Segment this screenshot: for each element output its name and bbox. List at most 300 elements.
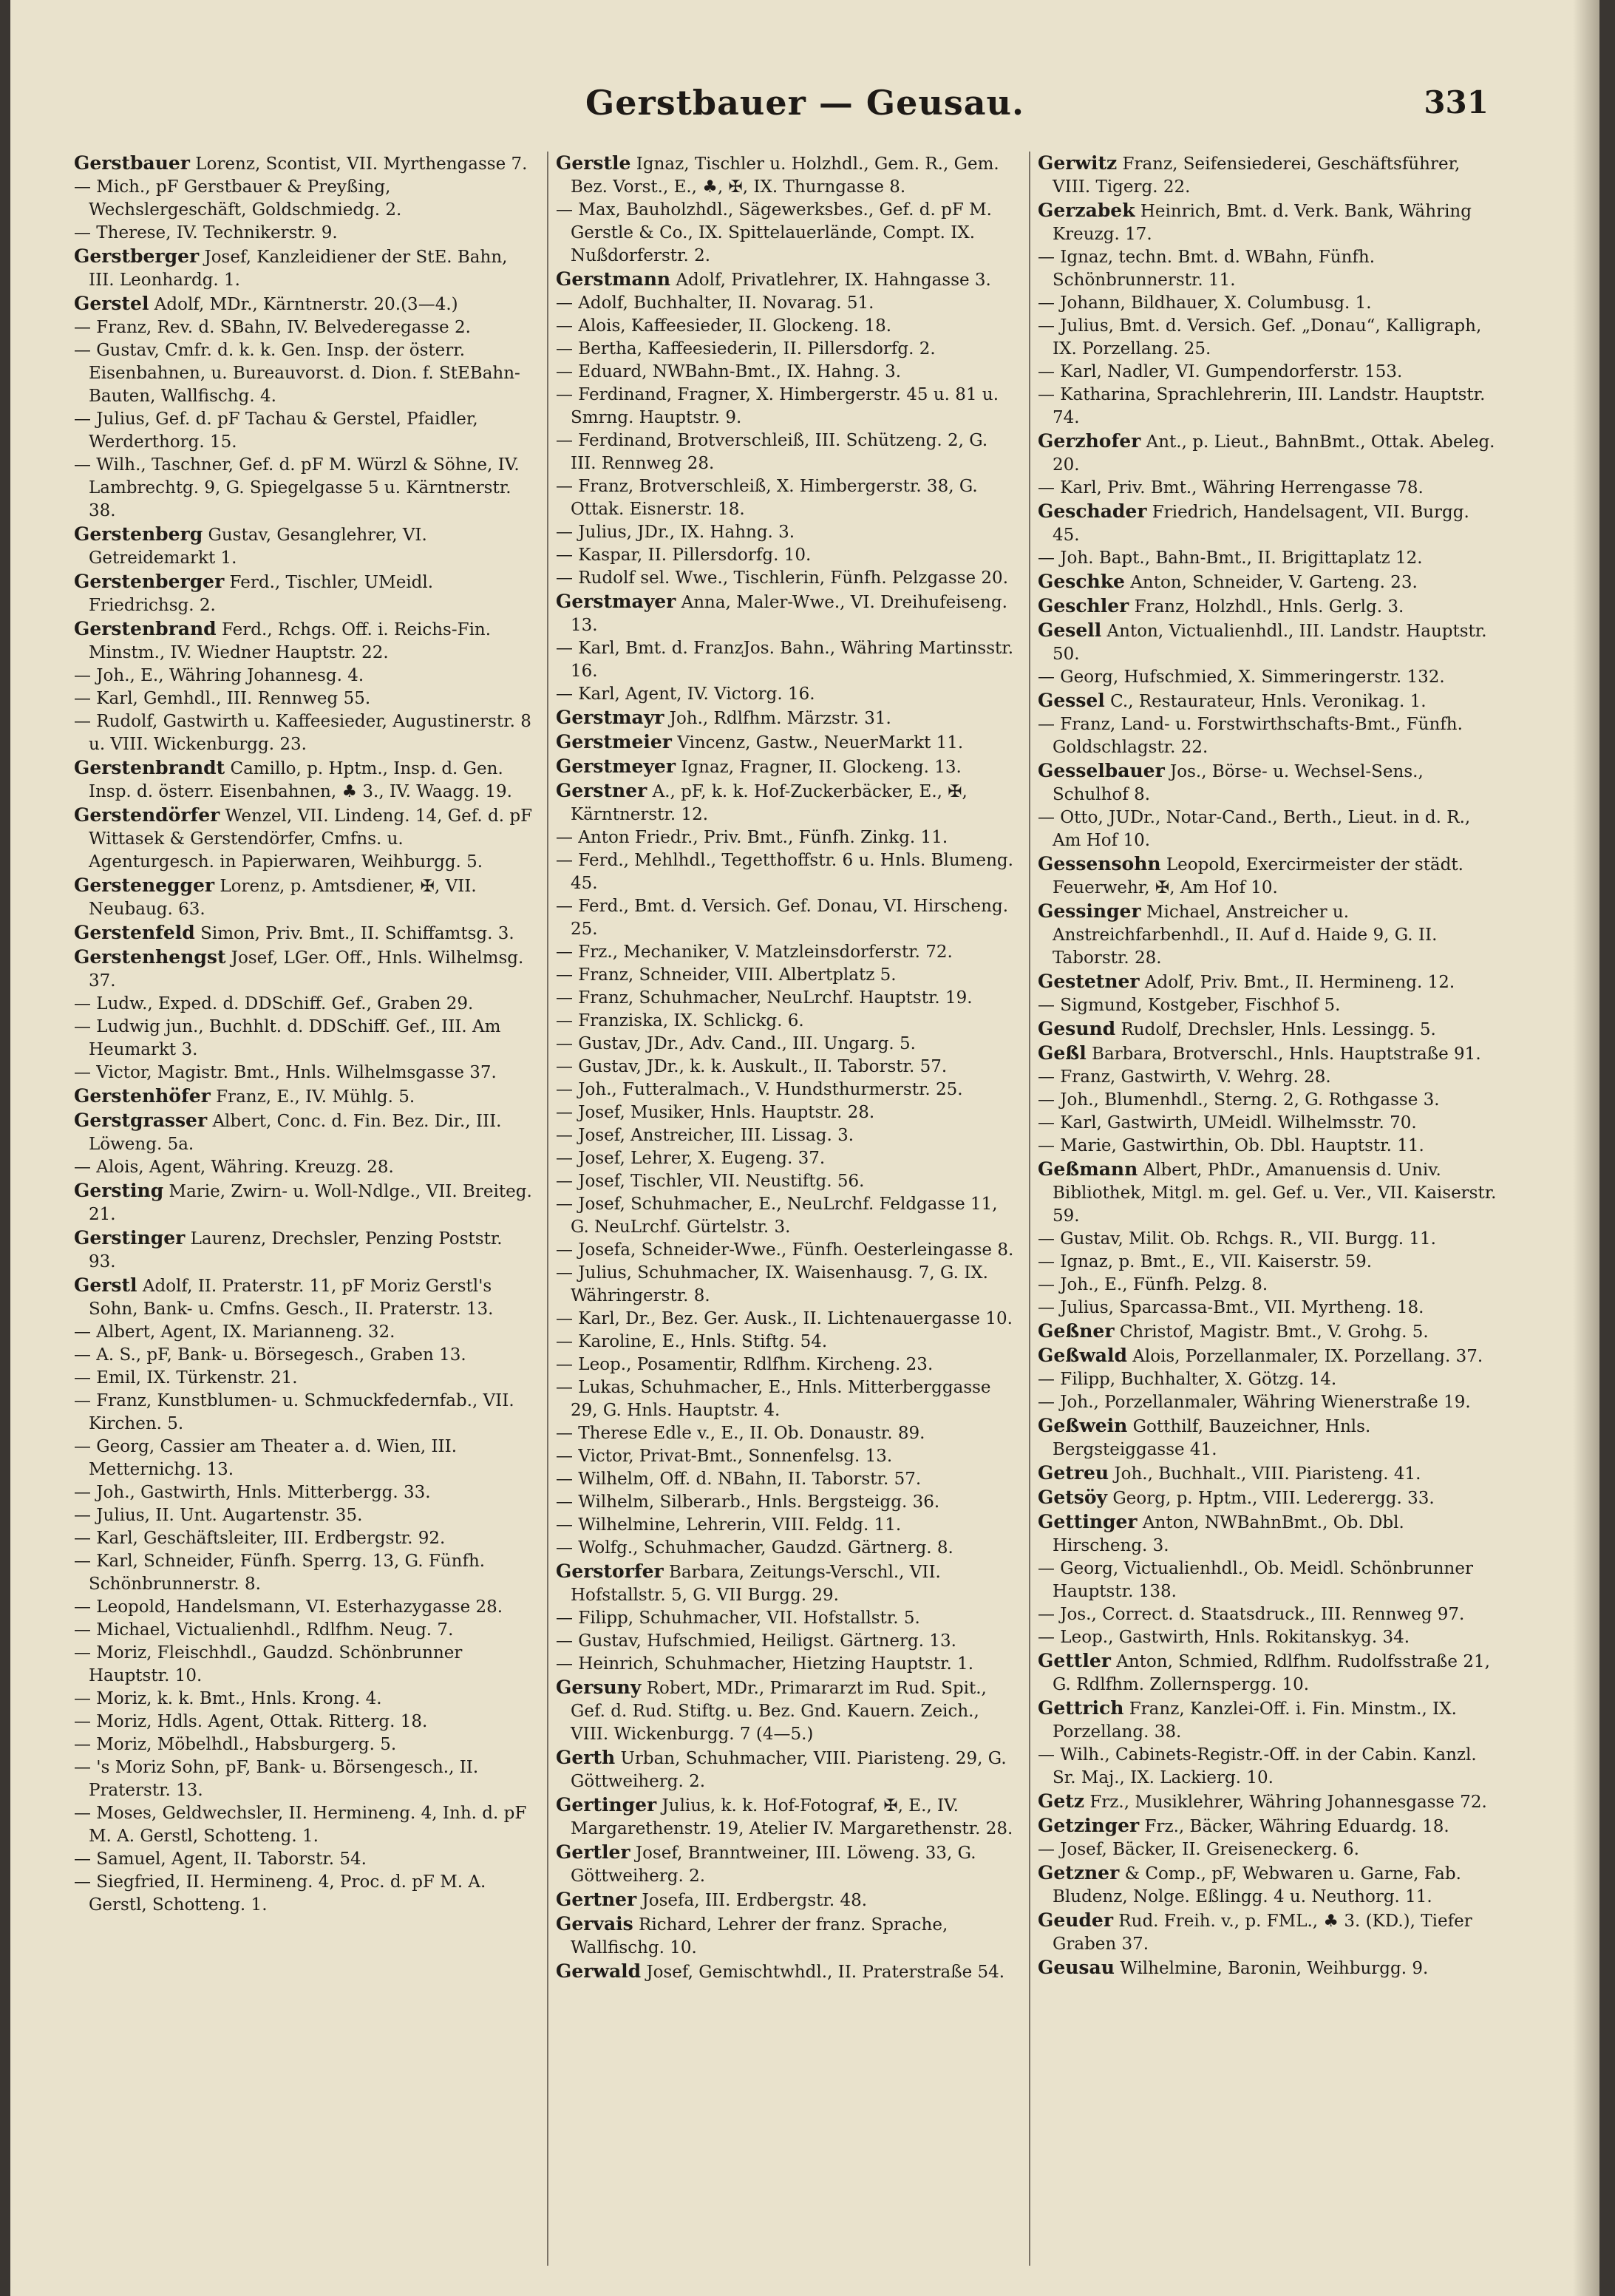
entry-surname: Gerstbauer xyxy=(74,152,190,174)
directory-entry xyxy=(1038,1297,1497,1319)
entry-details: — Gustav, Hufschmied, Heiligst. Gärtnerg. 13. xyxy=(556,1631,956,1651)
directory-entry xyxy=(74,454,534,523)
entry-details: Camillo, p. Hptm., Insp. d. Gen. Insp. d. österr. Eisenbahnen, ♣ 3., IV. Waagg. 19. xyxy=(89,759,512,801)
entry-details: Gustav, Gesanglehrer, VI. Getreidemarkt 1. xyxy=(89,526,427,568)
entry-surname: Gerstmann xyxy=(556,268,671,290)
entry-details: — Frz., Mechaniker, V. Matzleinsdorferstr. 72. xyxy=(556,942,953,962)
entry-details: — Leop., Gastwirth, Hnls. Rokitanskyg. 34. xyxy=(1038,1628,1410,1647)
entry-details: Marie, Zwirn- u. Woll-Ndlge., VII. Breiteg. 21. xyxy=(89,1182,532,1224)
entry-details: Franz, E., IV. Mühlg. 5. xyxy=(210,1087,415,1107)
entry-surname: Gerwald xyxy=(556,1960,642,1982)
entry-details: — Julius, Sparcassa-Bmt., VII. Myrtheng. 18. xyxy=(1038,1298,1424,1317)
entry-details: — Ludw., Exped. d. DDSchiff. Gef., Graben 29. xyxy=(74,994,474,1013)
entry-surname: Gestetner xyxy=(1038,971,1140,992)
entry-details: Ferd., Tischler, UMeidl. Friedrichsg. 2. xyxy=(89,573,434,615)
directory-entry xyxy=(1038,1626,1497,1649)
directory-entry xyxy=(74,316,534,339)
entry-details: — Anton Friedr., Priv. Bmt., Fünfh. Zinkg. 11. xyxy=(556,828,948,847)
entry-details: — Karoline, E., Hnls. Stiftg. 54. xyxy=(556,1332,828,1351)
directory-entry xyxy=(556,1607,1016,1630)
entry-details: — Gustav, JDr., k. k. Auskult., II. Taborstr. 57. xyxy=(556,1057,948,1076)
entry-details: — Otto, JUDr., Notar-Cand., Berth., Lieut. in d. R., Am Hof 10. xyxy=(1038,808,1471,850)
entry-details: — Wolfg., Schuhmacher, Gaudzd. Gärtnerg. 8. xyxy=(556,1538,953,1558)
entry-surname: Gettrich xyxy=(1038,1697,1124,1719)
entry-details: Barbara, Zeitungs-Verschl., VII. Hofstallstr. 5, G. VII Burgg. 29. xyxy=(571,1563,941,1605)
directory-entry xyxy=(74,993,534,1016)
directory-entry xyxy=(556,292,1016,315)
directory-entry xyxy=(74,1871,534,1917)
entry-details: Georg, p. Hptm., VIII. Lederergg. 33. xyxy=(1107,1489,1435,1508)
entry-details: — Albert, Agent, IX. Marianneng. 32. xyxy=(74,1322,395,1342)
directory-entry xyxy=(1038,246,1497,292)
entry-surname: Gesselbauer xyxy=(1038,760,1165,781)
entry-details: — Lukas, Schuhmacher, E., Hnls. Mitterberggasse 29, G. Hnls. Hauptstr. 4. xyxy=(556,1378,991,1420)
entry-details: — Moses, Geldwechsler, II. Hermineng. 4, Inh. d. pF M. A. Gerstl, Schotteng. 1. xyxy=(74,1804,527,1846)
directory-entry xyxy=(74,1619,534,1642)
directory-entry xyxy=(556,361,1016,384)
entry-surname: Gerzabek xyxy=(1038,200,1135,221)
directory-entry xyxy=(1038,315,1497,361)
directory-entry xyxy=(556,1033,1016,1056)
entry-details: Josef, Branntweiner, III. Löweng. 33, G. Göttweiherg. 2. xyxy=(571,1844,976,1886)
directory-entry xyxy=(74,687,534,710)
directory-entry xyxy=(1038,1486,1497,1510)
directory-entry xyxy=(74,523,534,570)
column-3 xyxy=(1029,152,1497,2266)
directory-entry xyxy=(556,268,1016,292)
directory-entry xyxy=(74,408,534,454)
entry-surname: Gessinger xyxy=(1038,900,1141,922)
directory-entry xyxy=(74,222,534,245)
directory-entry xyxy=(74,1156,534,1179)
directory-entry xyxy=(74,1711,534,1733)
directory-entry xyxy=(556,315,1016,338)
directory-entry xyxy=(1038,570,1497,594)
directory-entry xyxy=(1038,900,1497,970)
entry-details: — Ignaz, p. Bmt., E., VII. Kaiserstr. 59. xyxy=(1038,1252,1373,1271)
directory-entry xyxy=(74,1848,534,1871)
entry-details: Gotthilf, Bauzeichner, Hnls. Bergsteiggasse 41. xyxy=(1053,1417,1371,1459)
entry-details: Frz., Musiklehrer, Währing Johannesgasse 72. xyxy=(1084,1793,1487,1812)
entry-details: — Karl, Dr., Bez. Ger. Ausk., II. Lichtenauergasse 10. xyxy=(556,1309,1013,1328)
entry-surname: Gettler xyxy=(1038,1650,1111,1671)
directory-entry xyxy=(1038,713,1497,759)
entry-details: — Franz, Land- u. Forstwirthschafts-Bmt., Fünfh. Goldschlagstr. 22. xyxy=(1038,715,1463,757)
directory-entry xyxy=(1038,1112,1497,1135)
entry-details: — 's Moriz Sohn, pF, Bank- u. Börsengesch., II. Praterstr. 13. xyxy=(74,1758,479,1800)
directory-entry xyxy=(556,964,1016,987)
entry-surname: Getreu xyxy=(1038,1462,1109,1484)
entry-details: Michael, Anstreicher u. Anstreichfarbenhdl., II. Auf d. Haide 9, G. II. Taborstr. 28. xyxy=(1053,903,1438,968)
directory-entry xyxy=(74,1367,534,1390)
entry-surname: Gersting xyxy=(74,1180,164,1201)
directory-entry xyxy=(74,710,534,756)
directory-entry xyxy=(74,1596,534,1619)
entry-details: — Moriz, Hdls. Agent, Ottak. Ritterg. 18. xyxy=(74,1712,428,1731)
entry-surname: Gerstinger xyxy=(74,1227,186,1249)
directory-entry xyxy=(556,152,1016,199)
entry-details: — Katharina, Sprachlehrerin, III. Landstr. Hauptstr. 74. xyxy=(1038,385,1486,427)
directory-entry xyxy=(556,1676,1016,1746)
entry-details: — Karl, Priv. Bmt., Währing Herrengasse 78. xyxy=(1038,478,1424,497)
directory-entry xyxy=(74,1527,534,1550)
directory-entry xyxy=(556,1262,1016,1308)
directory-entry xyxy=(74,1344,534,1367)
entry-details: Anton, Schneider, V. Garteng. 23. xyxy=(1124,573,1418,592)
entry-details: — Josef, Tischler, VII. Neustiftg. 56. xyxy=(556,1172,865,1191)
entry-details: Albert, PhDr., Amanuensis d. Univ. Bibliothek, Mitgl. m. gel. Gef. u. Ver., VII. Kaiserstr. 59. xyxy=(1053,1161,1497,1226)
entry-details: — Ferdinand, Brotverschleiß, III. Schützeng. 2, G. III. Rennweg 28. xyxy=(556,431,988,473)
entry-surname: Gerstberger xyxy=(74,245,200,267)
entry-details: Ant., p. Lieut., BahnBmt., Ottak. Abeleg. 20. xyxy=(1053,432,1495,475)
directory-entry xyxy=(1038,384,1497,429)
entry-surname: Gerstmayer xyxy=(556,591,676,612)
entry-details: — Emil, IX. Türkenstr. 21. xyxy=(74,1368,298,1388)
entry-details: — Eduard, NWBahn-Bmt., IX. Hahng. 3. xyxy=(556,362,902,381)
directory-entry xyxy=(1038,1649,1497,1696)
entry-surname: Gerstgrasser xyxy=(74,1110,208,1131)
entry-details: — Julius, Gef. d. pF Tachau & Gerstel, Pfaidler, Werderthorg. 15. xyxy=(74,410,478,452)
directory-entry xyxy=(556,1124,1016,1147)
directory-entry xyxy=(1038,1089,1497,1112)
column-2 xyxy=(547,152,1016,2266)
entry-surname: Geßl xyxy=(1038,1042,1087,1064)
directory-page xyxy=(10,0,1599,2296)
directory-entry xyxy=(556,1445,1016,1468)
directory-entry xyxy=(1038,361,1497,384)
directory-entry xyxy=(1038,1017,1497,1042)
directory-entry xyxy=(556,199,1016,268)
directory-entry xyxy=(74,1274,534,1321)
directory-entry xyxy=(74,1109,534,1156)
entry-details: Wenzel, VII. Lindeng. 14, Gef. d. pF Wittasek & Gerstendörfer, Cmfns. u. Agenturgesch. in Papierwaren, Weihburgg. 5. xyxy=(89,806,533,872)
entry-details: — Gustav, Cmfr. d. k. k. Gen. Insp. der österr. Eisenbahnen, u. Bureauvorst. d. Dion. f. StEBahn-Bauten, Wallfischg. 4. xyxy=(74,341,520,406)
entry-details: Josef, Gemischtwhdl., II. Praterstraße 54. xyxy=(641,1963,1005,1982)
entry-details: — Marie, Gastwirthin, Ob. Dbl. Hauptstr. 11. xyxy=(1038,1136,1424,1155)
entry-details: — Filipp, Schuhmacher, VII. Hofstallstr. 5. xyxy=(556,1609,920,1628)
entry-details: — Karl, Bmt. d. FranzJos. Bahn., Währing Martinsstr. 16. xyxy=(556,639,1014,681)
entry-details: & Comp., pF, Webwaren u. Garne, Fab. Bludenz, Nolge. Eßlingg. 4 u. Neuthorg. 11. xyxy=(1053,1864,1461,1906)
entry-details: — Julius, Schuhmacher, IX. Waisenhausg. 7, G. IX. Währingerstr. 8. xyxy=(556,1263,988,1305)
entry-details: — Moriz, k. k. Bmt., Hnls. Krong. 4. xyxy=(74,1689,382,1708)
directory-entry xyxy=(1038,594,1497,619)
directory-entry xyxy=(1038,619,1497,666)
directory-entry xyxy=(1038,994,1497,1017)
entry-details: — Johann, Bildhauer, X. Columbusg. 1. xyxy=(1038,293,1372,313)
entry-details: — Josefa, Schneider-Wwe., Fünfh. Oesterleingasse 8. xyxy=(556,1240,1014,1260)
entry-details: — Franziska, IX. Schlickg. 6. xyxy=(556,1011,804,1030)
entry-details: — Franz, Brotverschleiß, X. Himbergerstr. 38, G. Ottak. Eisnerstr. 18. xyxy=(556,477,978,519)
directory-entry xyxy=(74,1550,534,1596)
entry-details: Heinrich, Bmt. d. Verk. Bank, Währing Kreuzg. 17. xyxy=(1053,202,1472,244)
entry-surname: Gerstenberger xyxy=(74,571,225,592)
entry-details: Leopold, Exercirmeister der städt. Feuerwehr, ✠, Am Hof 10. xyxy=(1053,855,1463,897)
directory-entry xyxy=(1038,1956,1497,1980)
entry-surname: Geßner xyxy=(1038,1320,1115,1342)
entry-details: — Kaspar, II. Pillersdorfg. 10. xyxy=(556,546,812,565)
directory-entry xyxy=(74,570,534,617)
entry-details: — Wilh., Cabinets-Registr.-Off. in der Cabin. Kanzl. Sr. Maj., IX. Lackierg. 10. xyxy=(1038,1745,1477,1787)
directory-entry xyxy=(1038,1461,1497,1486)
entry-details: — Moriz, Möbelhdl., Habsburgerg. 5. xyxy=(74,1735,397,1754)
entry-details: — Samuel, Agent, II. Taborstr. 54. xyxy=(74,1850,367,1869)
entry-details: — Georg, Hufschmied, X. Simmeringerstr. 132. xyxy=(1038,668,1445,687)
entry-surname: Gerstel xyxy=(74,293,149,314)
entry-surname: Gessensohn xyxy=(1038,853,1161,874)
directory-entry xyxy=(556,730,1016,755)
entry-surname: Gerwitz xyxy=(1038,152,1118,174)
directory-entry xyxy=(1038,1861,1497,1909)
entry-details: — Franz, Gastwirth, V. Wehrg. 28. xyxy=(1038,1067,1331,1087)
entry-details: — Julius, JDr., IX. Hahng. 3. xyxy=(556,523,795,542)
directory-entry xyxy=(556,1514,1016,1537)
directory-entry xyxy=(74,1802,534,1848)
entry-surname: Gersuny xyxy=(556,1677,642,1698)
directory-entry xyxy=(556,1653,1016,1676)
directory-entry xyxy=(1038,1319,1497,1344)
entry-details: Ferd., Rchgs. Off. i. Reichs-Fin. Minstm., IV. Wiedner Hauptstr. 22. xyxy=(89,620,492,662)
directory-entry xyxy=(1038,1274,1497,1297)
directory-entry xyxy=(74,1016,534,1062)
page-header xyxy=(10,83,1599,142)
directory-entry xyxy=(1038,1368,1497,1391)
directory-entry xyxy=(556,637,1016,683)
directory-entry xyxy=(1038,970,1497,994)
entry-details: Franz, Kanzlei-Off. i. Fin. Minstm., IX. Porzellang. 38. xyxy=(1053,1699,1457,1742)
entry-surname: Getzinger xyxy=(1038,1815,1140,1836)
entry-details: Franz, Seifensiederei, Geschäftsführer, VIII. Tigerg. 22. xyxy=(1053,154,1461,197)
entry-details: — Franz, Schneider, VIII. Albertplatz 5. xyxy=(556,965,897,985)
entry-details: — Karl, Gastwirth, UMeidl. Wilhelmsstr. 70. xyxy=(1038,1113,1417,1132)
entry-surname: Gerstenberg xyxy=(74,523,203,545)
entry-details: — Karl, Nadler, VI. Gumpendorferstr. 153. xyxy=(1038,362,1403,381)
directory-entry xyxy=(74,945,534,993)
entry-details: Barbara, Brotverschl., Hnls. Hauptstraße 91. xyxy=(1086,1045,1481,1064)
entry-surname: Gerstmayr xyxy=(556,707,664,728)
entry-surname: Getzner xyxy=(1038,1862,1120,1884)
directory-entry xyxy=(74,245,534,292)
directory-entry xyxy=(556,384,1016,429)
directory-entry xyxy=(1038,806,1497,852)
directory-entry xyxy=(1038,152,1497,199)
entry-details: — Therese, IV. Technikerstr. 9. xyxy=(74,223,338,242)
entry-surname: Gertner xyxy=(556,1889,637,1910)
entry-details: Urban, Schuhmacher, VIII. Piaristeng. 29, G. Göttweiherg. 2. xyxy=(571,1749,1007,1791)
directory-entry xyxy=(556,1491,1016,1514)
directory-entry xyxy=(556,1560,1016,1607)
entry-details: C., Restaurateur, Hnls. Veronikag. 1. xyxy=(1104,692,1427,711)
directory-entry xyxy=(556,895,1016,941)
directory-entry xyxy=(556,683,1016,706)
directory-entry xyxy=(556,590,1016,637)
entry-details: — Joh., Porzellanmaler, Währing Wienerstraße 19. xyxy=(1038,1393,1471,1412)
entry-details: Josefa, III. Erdbergstr. 48. xyxy=(636,1891,868,1910)
directory-entry xyxy=(556,1746,1016,1793)
entry-surname: Geschader xyxy=(1038,500,1147,522)
entry-surname: Geschke xyxy=(1038,571,1125,592)
entry-surname: Gerstner xyxy=(556,780,647,801)
directory-entry xyxy=(556,1468,1016,1491)
directory-entry xyxy=(74,152,534,176)
directory-entry xyxy=(556,1193,1016,1239)
page-number: 331 xyxy=(1424,84,1489,120)
directory-entry xyxy=(1038,759,1497,806)
directory-entry xyxy=(74,1733,534,1756)
directory-entry xyxy=(556,1101,1016,1124)
directory-entry xyxy=(556,1079,1016,1101)
entry-details: Rudolf, Drechsler, Hnls. Lessingg. 5. xyxy=(1115,1020,1436,1039)
entry-details: — Franz, Kunstblumen- u. Schmuckfedernfab., VII. Kirchen. 5. xyxy=(74,1391,514,1433)
entry-details: Joh., Buchhalt., VIII. Piaristeng. 41. xyxy=(1109,1464,1421,1484)
entry-details: — Joh. Bapt., Bahn-Bmt., II. Brigittaplatz 12. xyxy=(1038,548,1423,568)
entry-details: — Josef, Anstreicher, III. Lissag. 3. xyxy=(556,1126,854,1145)
directory-entry xyxy=(1038,429,1497,477)
directory-entry xyxy=(1038,1744,1497,1790)
directory-entry xyxy=(74,1642,534,1688)
directory-entry xyxy=(74,874,534,921)
directory-entry xyxy=(556,429,1016,475)
entry-details: — Julius, Bmt. d. Versich. Gef. „Donau“, Kalligraph, IX. Porzellang. 25. xyxy=(1038,316,1482,359)
entry-details: — Joh., Gastwirth, Hnls. Mitterbergg. 33. xyxy=(74,1483,431,1502)
entry-surname: Gerstenbrandt xyxy=(74,757,225,778)
directory-entry xyxy=(1038,1066,1497,1089)
entry-details: — A. S., pF, Bank- u. Börsegesch., Graben 13. xyxy=(74,1345,466,1365)
entry-surname: Getsöy xyxy=(1038,1487,1108,1508)
entry-surname: Gerstl xyxy=(74,1274,137,1296)
entry-details: Franz, Holzhdl., Hnls. Gerlg. 3. xyxy=(1129,597,1404,617)
entry-details: — Gustav, JDr., Adv. Cand., III. Ungarg. 5. xyxy=(556,1034,916,1053)
directory-entry xyxy=(556,1308,1016,1331)
directory-entry xyxy=(556,1170,1016,1193)
entry-details: Josef, Kanzleidiener der StE. Bahn, III. Leonhardg. 1. xyxy=(89,248,508,290)
directory-entry xyxy=(74,665,534,687)
directory-entry xyxy=(556,941,1016,964)
entry-details: — Georg, Cassier am Theater a. d. Wien, III. Metternichg. 13. xyxy=(74,1437,458,1479)
entry-surname: Gerstenhöfer xyxy=(74,1085,211,1107)
directory-entry xyxy=(1038,1158,1497,1228)
entry-surname: Geschler xyxy=(1038,595,1129,617)
entry-details: — Karl, Geschäftsleiter, III. Erdbergstr. 92. xyxy=(74,1529,446,1548)
entry-surname: Gerstenfeld xyxy=(74,922,195,943)
entry-details: — Rudolf, Gastwirth u. Kaffeesieder, Augustinerstr. 8 u. VIII. Wickenburgg. 23. xyxy=(74,712,531,754)
entry-surname: Gettinger xyxy=(1038,1511,1138,1532)
directory-entry xyxy=(1038,1135,1497,1158)
directory-entry xyxy=(556,755,1016,779)
entry-surname: Gerstenbrand xyxy=(74,618,217,639)
entry-surname: Gerstmeier xyxy=(556,731,672,753)
directory-entry xyxy=(74,1504,534,1527)
entry-surname: Gessel xyxy=(1038,690,1105,711)
directory-entry xyxy=(1038,199,1497,246)
directory-entry xyxy=(1038,1414,1497,1461)
entry-details: Anton, Schmied, Rdlfhm. Rudolfsstraße 21, G. Rdlfhm. Zollernspergg. 10. xyxy=(1053,1652,1490,1694)
entry-details: — Josef, Bäcker, II. Greiseneckerg. 6. xyxy=(1038,1840,1359,1859)
entry-details: — Joh., Futteralmach., V. Hundsthurmerstr. 25. xyxy=(556,1080,963,1099)
entry-details: — Adolf, Buchhalter, II. Novarag. 51. xyxy=(556,293,874,313)
entry-details: Ignaz, Fragner, II. Glockeng. 13. xyxy=(676,758,962,777)
directory-entry xyxy=(556,1912,1016,1960)
directory-entry xyxy=(74,292,534,316)
entry-details: — Bertha, Kaffeesiederin, II. Pillersdorfg. 2. xyxy=(556,339,936,359)
entry-details: Adolf, Privatlehrer, IX. Hahngasse 3. xyxy=(670,271,991,290)
directory-entry xyxy=(556,1888,1016,1912)
entry-surname: Getz xyxy=(1038,1790,1085,1812)
entry-details: Jos., Börse- u. Wechsel-Sens., Schulhof 8. xyxy=(1053,762,1424,804)
entry-details: Richard, Lehrer der franz. Sprache, Wallfischg. 10. xyxy=(571,1915,948,1957)
directory-entry xyxy=(556,1960,1016,1984)
running-head: Gerstbauer — Geusau. xyxy=(585,83,1025,123)
entry-details: Anton, NWBahnBmt., Ob. Dbl. Hirscheng. 3. xyxy=(1053,1513,1404,1555)
directory-entry xyxy=(74,921,534,945)
directory-entry xyxy=(556,706,1016,730)
entry-details: Rud. Freih. v., p. FML., ♣ 3. (KD.), Tiefer Graben 37. xyxy=(1053,1912,1472,1954)
entry-surname: Gerstenhengst xyxy=(74,946,226,968)
directory-entry xyxy=(556,544,1016,567)
entry-details: Ignaz, Tischler u. Holzhdl., Gem. R., Gem. Bez. Vorst., E., ♣, ✠, IX. Thurngasse 8. xyxy=(571,154,999,197)
entry-details: — Max, Bauholzhdl., Sägewerksbes., Gef. d. pF M. Gerstle & Co., IX. Spittelauerlände, Compt. IX. Nußdorferstr. 2. xyxy=(556,200,992,265)
entry-details: — Filipp, Buchhalter, X. Götzg. 14. xyxy=(1038,1370,1337,1389)
entry-details: — Michael, Victualienhdl., Rdlfhm. Neug. 7. xyxy=(74,1620,454,1640)
directory-entry xyxy=(74,1062,534,1084)
entry-details: — Joh., E., Währing Johannesg. 4. xyxy=(74,666,364,685)
entry-details: — Franz, Rev. d. SBahn, IV. Belvederegasse 2. xyxy=(74,318,471,337)
entry-details: — Josef, Musiker, Hnls. Hauptstr. 28. xyxy=(556,1103,875,1122)
entry-details: — Karl, Agent, IV. Victorg. 16. xyxy=(556,685,815,704)
entry-details: — Alois, Agent, Währing. Kreuzg. 28. xyxy=(74,1158,394,1177)
directory-entry xyxy=(556,521,1016,544)
entry-details: — Mich., pF Gerstbauer & Preyßing, Wechslergeschäft, Goldschmiedg. 2. xyxy=(74,177,402,220)
entry-surname: Geßwein xyxy=(1038,1415,1128,1436)
entry-details: — Heinrich, Schuhmacher, Hietzing Hauptstr. 1. xyxy=(556,1654,974,1674)
entry-surname: Gerstmeyer xyxy=(556,755,676,777)
entry-details: — Ferd., Mehlhdl., Tegetthoffstr. 6 u. Hnls. Blumeng. 45. xyxy=(556,851,1013,893)
entry-surname: Gertler xyxy=(556,1841,630,1863)
entry-details: Anna, Maler-Wwe., VI. Dreihufeiseng. 13. xyxy=(571,593,1007,635)
entry-surname: Geusau xyxy=(1038,1957,1115,1978)
directory-entry xyxy=(556,849,1016,895)
directory-entry xyxy=(1038,1909,1497,1956)
directory-entry xyxy=(556,1147,1016,1170)
entry-details: — Karl, Schneider, Fünfh. Sperrg. 13, G. Fünfh. Schönbrunnerstr. 8. xyxy=(74,1552,486,1594)
directory-entry xyxy=(74,1390,534,1436)
directory-entry xyxy=(74,756,534,804)
entry-surname: Gerth xyxy=(556,1747,616,1768)
entry-details: — Franz, Schuhmacher, NeuLrchf. Hauptstr. 19. xyxy=(556,988,973,1008)
entry-surname: Geßwald xyxy=(1038,1345,1127,1366)
entry-details: — Therese Edle v., E., II. Ob. Donaustr. 89. xyxy=(556,1424,925,1443)
directory-entry xyxy=(1038,477,1497,500)
entry-details: — Ludwig jun., Buchhlt. d. DDSchiff. Gef., III. Am Heumarkt 3. xyxy=(74,1017,501,1059)
entry-details: Adolf, MDr., Kärntnerstr. 20.(3—4.) xyxy=(149,295,458,314)
directory-entry xyxy=(556,338,1016,361)
directory-entry xyxy=(1038,1391,1497,1414)
directory-entry xyxy=(1038,1344,1497,1368)
directory-entry xyxy=(74,1321,534,1344)
directory-entry xyxy=(556,1630,1016,1653)
entry-surname: Geuder xyxy=(1038,1909,1113,1931)
entry-surname: Gerstle xyxy=(556,152,631,174)
directory-entry xyxy=(1038,852,1497,900)
directory-entry xyxy=(74,1481,534,1504)
entry-details: Lorenz, Scontist, VII. Myrthengasse 7. xyxy=(189,154,528,174)
entry-details: — Sigmund, Kostgeber, Fischhof 5. xyxy=(1038,996,1341,1015)
directory-entry xyxy=(556,987,1016,1010)
entry-details: — Ferdinand, Fragner, X. Himbergerstr. 45 u. 81 u. Smrng. Hauptstr. 9. xyxy=(556,385,999,427)
entry-details: — Jos., Correct. d. Staatsdruck., III. Rennweg 97. xyxy=(1038,1605,1465,1624)
entry-details: — Gustav, Milit. Ob. Rchgs. R., VII. Burgg. 11. xyxy=(1038,1229,1436,1249)
entry-details: — Josef, Schuhmacher, E., NeuLrchf. Feldgasse 11, G. NeuLrchf. Gürtelstr. 3. xyxy=(556,1195,998,1237)
directory-entry xyxy=(556,779,1016,826)
